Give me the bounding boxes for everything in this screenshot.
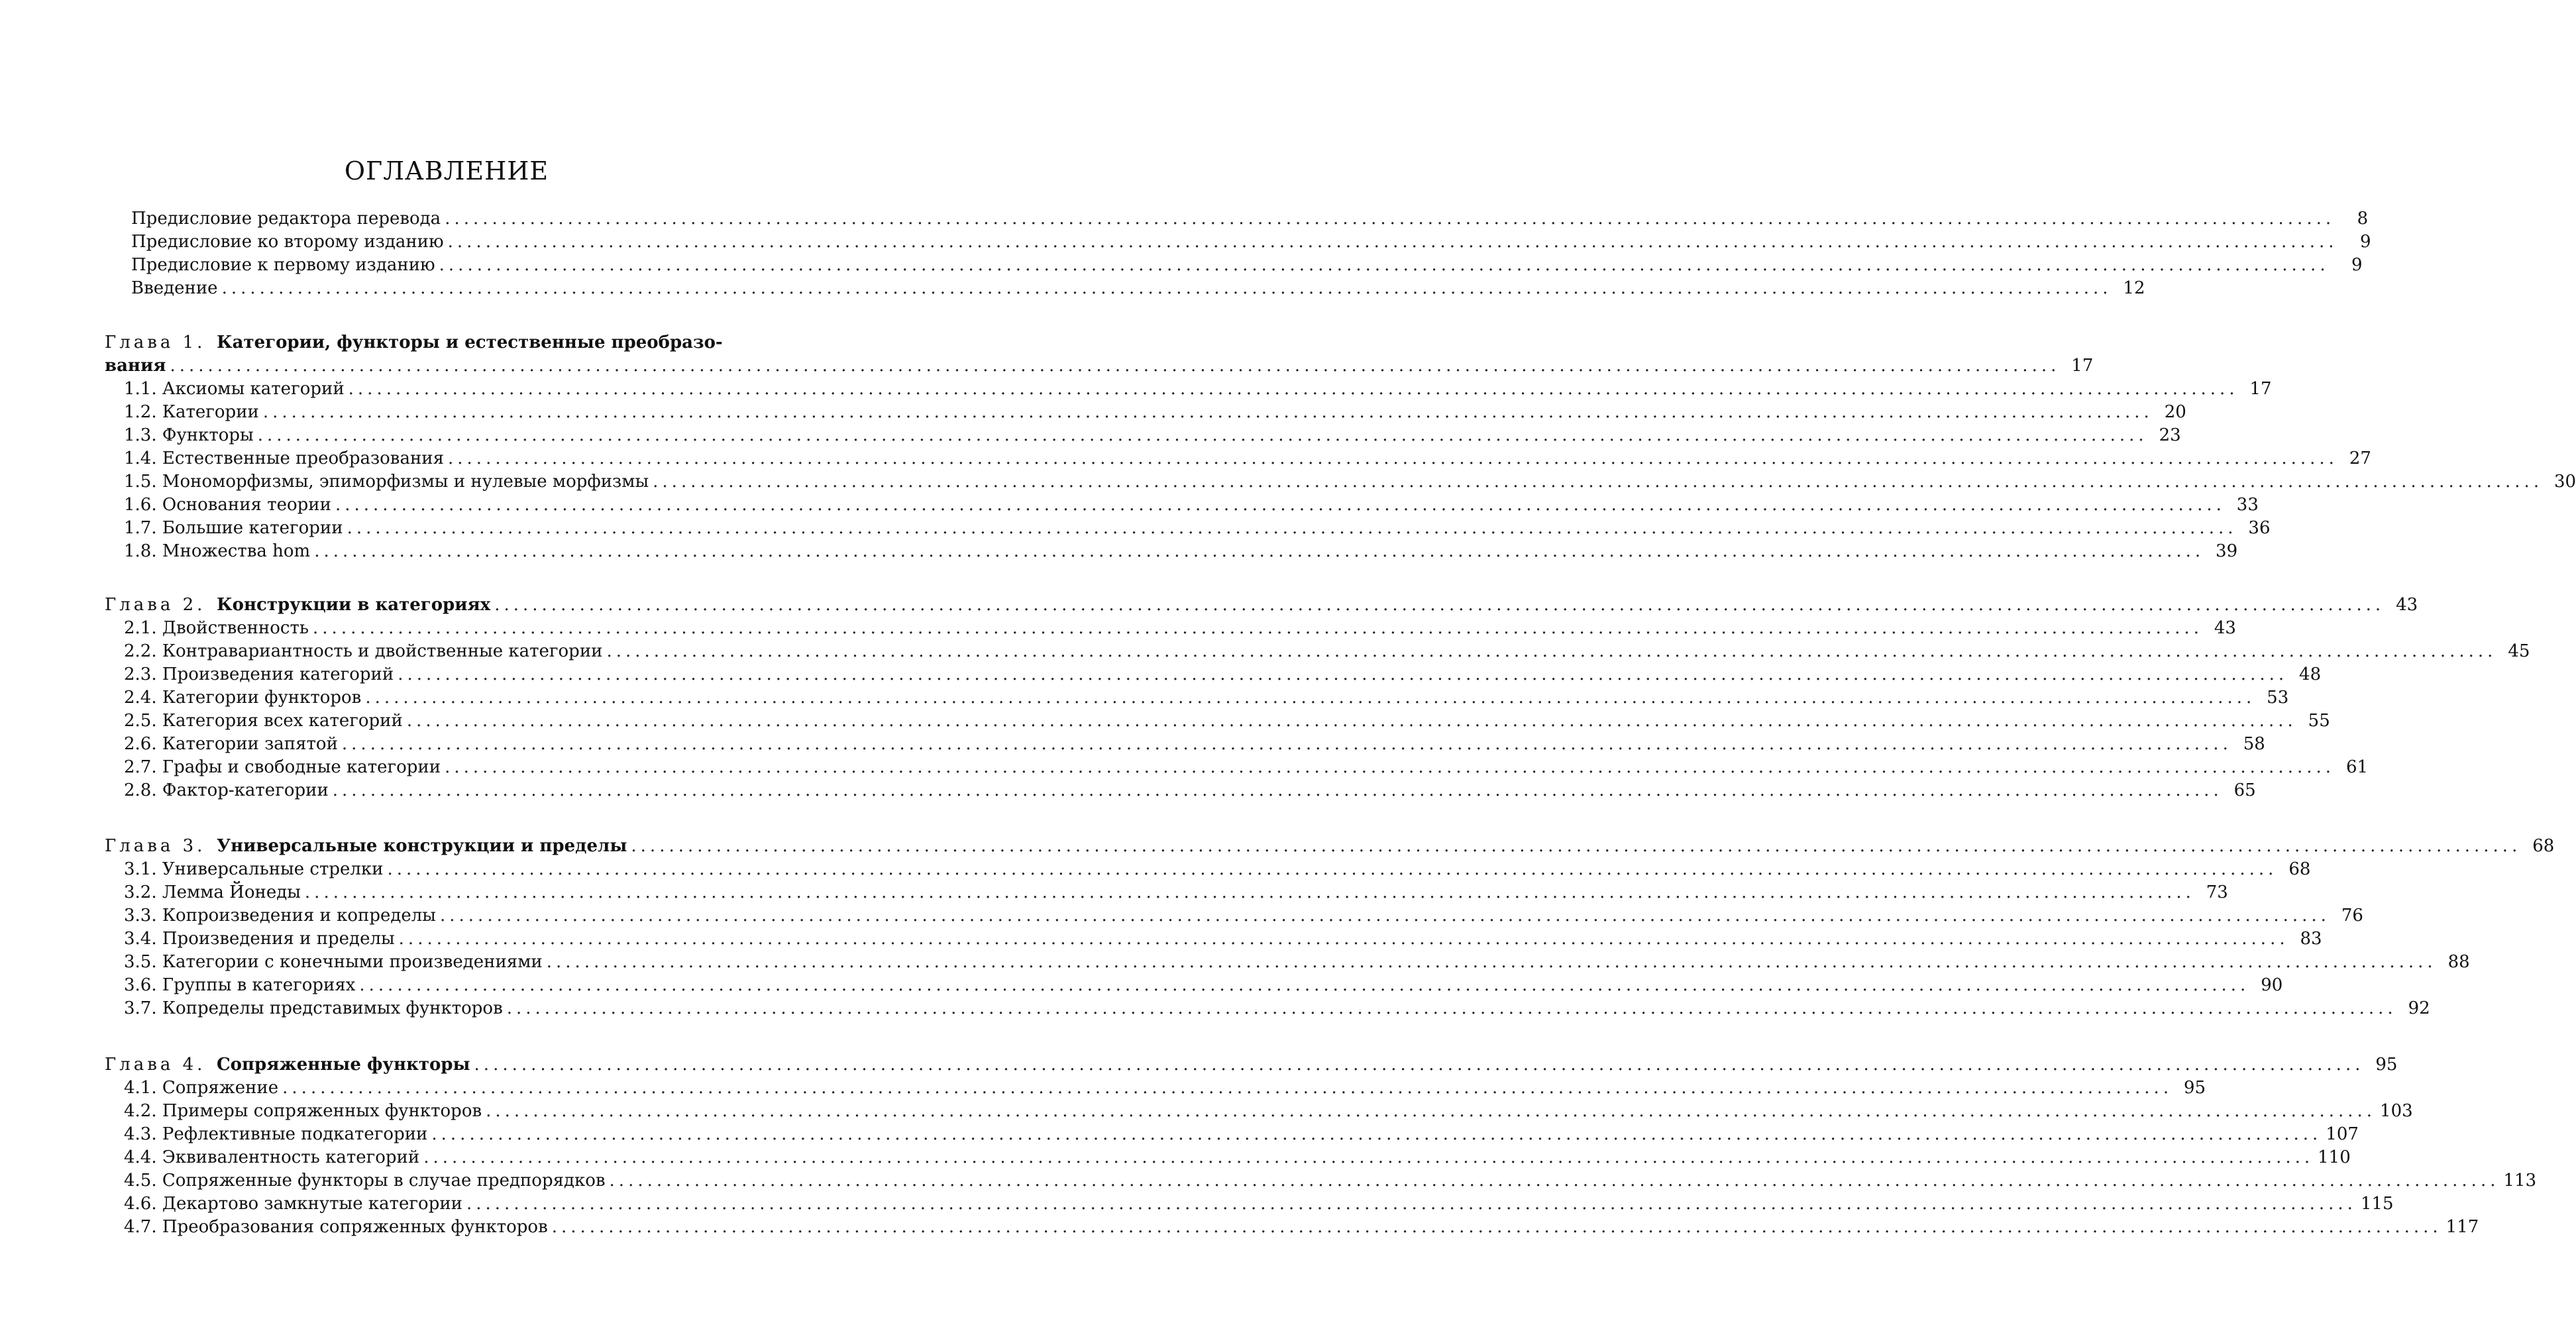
- section-title: 1.3. Функторы: [124, 425, 254, 445]
- page-number: 30: [2554, 472, 2576, 492]
- page-number: 17: [2249, 379, 2272, 399]
- chapter-heading[interactable]: [105, 331, 797, 354]
- page-number: 95: [2184, 1078, 2206, 1098]
- section-entry[interactable]: [124, 858, 2311, 880]
- leader-dots: ........................................................................................................................................................................................................: [445, 757, 2335, 777]
- page-number: 43: [2396, 595, 2418, 615]
- section-entry[interactable]: [124, 401, 2186, 423]
- section-title: 4.5. Сопряженные функторы в случае предпорядков: [124, 1171, 606, 1191]
- leader-dots: ........................................................................................................................................................................................................: [332, 780, 2223, 800]
- page-number: 68: [2532, 836, 2555, 856]
- section-title: 2.4. Категории функторов: [124, 688, 362, 708]
- section-title: 3.6. Группы в категориях: [124, 975, 356, 995]
- section-entry[interactable]: [124, 1123, 2359, 1145]
- section-entry[interactable]: [124, 424, 2181, 447]
- section-title: 3.7. Копределы представимых функторов: [124, 998, 503, 1018]
- page-number: 88: [2447, 952, 2470, 972]
- section-entry[interactable]: [124, 447, 2371, 470]
- chapter-heading[interactable]: [105, 835, 2555, 857]
- chapter-number: Глава 2.: [105, 595, 206, 615]
- section-entry[interactable]: [124, 663, 2322, 686]
- leader-dots: ........................................................................................................................................................................................................: [398, 664, 2288, 684]
- section-entry[interactable]: [124, 1100, 2413, 1122]
- section-title: 2.3. Произведения категорий: [124, 664, 394, 684]
- chapter-heading[interactable]: [105, 1053, 2398, 1076]
- section-entry[interactable]: [124, 1146, 2351, 1169]
- page-number: 103: [2380, 1101, 2413, 1121]
- page-number: 45: [2508, 641, 2530, 661]
- leader-dots: ........................................................................................................................................................................................................: [546, 952, 2437, 972]
- section-entry[interactable]: [124, 470, 2576, 493]
- section-entry[interactable]: [124, 997, 2430, 1020]
- leader-dots: ........................................................................................................................................................................................................: [506, 998, 2397, 1018]
- page-number: 90: [2261, 975, 2283, 995]
- page-number: 23: [2159, 425, 2181, 445]
- leader-dots: ........................................................................................................................................................................................................: [631, 836, 2522, 856]
- section-entry[interactable]: [124, 779, 2256, 802]
- section-title: 4.2. Примеры сопряженных функторов: [124, 1101, 482, 1121]
- section-title: 3.5. Категории с конечными произведениями: [124, 952, 543, 972]
- page-number: 95: [2375, 1055, 2398, 1075]
- toc-entry[interactable]: [131, 231, 2371, 253]
- leader-dots: ........................................................................................................................................................................................................: [551, 1217, 2442, 1237]
- leader-dots: ........................................................................................................................................................................................................: [257, 425, 2148, 445]
- page-number: 61: [2345, 757, 2369, 777]
- leader-dots: ........................................................................................................................................................................................................: [609, 1171, 2500, 1191]
- leader-dots: ........................................................................................................................................................................................................: [423, 1147, 2314, 1167]
- section-entry[interactable]: [124, 881, 2228, 904]
- entry-title: Предисловие редактора перевода: [131, 209, 441, 229]
- leader-dots: ........................................................................................................................................................................................................: [474, 1055, 2365, 1075]
- section-entry[interactable]: [124, 928, 2322, 950]
- section-title: 1.7. Большие категории: [124, 518, 343, 538]
- leader-dots: ........................................................................................................................................................................................................: [486, 1101, 2377, 1121]
- section-entry[interactable]: [124, 686, 2289, 709]
- section-title: 3.3. Копроизведения и копределы: [124, 906, 436, 926]
- chapter-number: Глава 1.: [105, 333, 206, 352]
- leader-dots: ........................................................................................................................................................................................................: [304, 882, 2195, 902]
- section-title: 4.7. Преобразования сопряженных функторов: [124, 1217, 548, 1237]
- leader-dots: ........................................................................................................................................................................................................: [359, 975, 2250, 995]
- leader-dots: ........................................................................................................................................................................................................: [439, 255, 2330, 275]
- section-entry[interactable]: [124, 1216, 2479, 1238]
- section-title: 2.7. Графы и свободные категории: [124, 757, 441, 777]
- section-title: 3.4. Произведения и пределы: [124, 929, 395, 949]
- leader-dots: ........................................................................................................................................................................................................: [448, 449, 2338, 468]
- section-title: 4.1. Сопряжение: [124, 1078, 279, 1098]
- leader-dots: ........................................................................................................................................................................................................: [348, 379, 2239, 399]
- page-number: 39: [2216, 541, 2238, 561]
- section-title: 3.1. Универсальные стрелки: [124, 859, 384, 879]
- leader-dots: ........................................................................................................................................................................................................: [341, 734, 2232, 754]
- section-title: 2.5. Категория всех категорий: [124, 711, 403, 731]
- section-entry[interactable]: [124, 617, 2236, 639]
- section-entry[interactable]: [124, 540, 2238, 562]
- leader-dots: ........................................................................................................................................................................................................: [466, 1194, 2357, 1214]
- page-number: 20: [2164, 402, 2186, 422]
- leader-dots: ........................................................................................................................................................................................................: [314, 541, 2205, 561]
- section-title: 3.2. Лемма Йонеды: [124, 882, 301, 902]
- page-number: 9: [2351, 255, 2363, 275]
- chapter-label: [105, 835, 627, 857]
- toc-entry[interactable]: [131, 277, 2145, 299]
- section-title: 1.6. Основания теории: [124, 495, 331, 515]
- chapter-title: Сопряженные функторы: [216, 1055, 470, 1075]
- leader-dots: ........................................................................................................................................................................................................: [262, 402, 2153, 422]
- chapter-heading[interactable]: [105, 594, 2418, 616]
- entry-title: Введение: [131, 278, 218, 298]
- section-title: 2.6. Категории запятой: [124, 734, 338, 754]
- chapter-title-continued: вания: [105, 356, 166, 376]
- chapter-label: [105, 331, 723, 354]
- section-title: 2.8. Фактор-категории: [124, 780, 329, 800]
- entry-title: Предисловие ко второму изданию: [131, 232, 444, 252]
- page-number: 9: [2360, 232, 2371, 252]
- section-title: 1.2. Категории: [124, 402, 259, 422]
- section-title: 4.4. Эквивалентность категорий: [124, 1147, 420, 1167]
- section-entry[interactable]: [124, 710, 2330, 732]
- toc-entry[interactable]: [131, 207, 2369, 230]
- leader-dots: ........................................................................................................................................................................................................: [170, 356, 2061, 376]
- page-number: 115: [2360, 1194, 2394, 1214]
- page-number: 83: [2300, 929, 2322, 949]
- page-number: 117: [2445, 1217, 2479, 1237]
- section-title: 4.6. Декартово замкнутые категории: [124, 1194, 462, 1214]
- page-number: 110: [2318, 1147, 2351, 1167]
- section-title: 2.2. Контравариантность и двойственные категории: [124, 641, 603, 661]
- section-entry[interactable]: [124, 951, 2470, 973]
- section-entry[interactable]: [124, 1077, 2206, 1099]
- chapter-title: Категории, функторы и естественные преобразо-: [216, 333, 723, 352]
- chapter-number: Глава 3.: [105, 836, 206, 856]
- leader-dots: ........................................................................................................................................................................................................: [406, 711, 2297, 731]
- page-number: 36: [2248, 518, 2271, 538]
- leader-dots: ........................................................................................................................................................................................................: [387, 859, 2278, 879]
- leader-dots: ........................................................................................................................................................................................................: [347, 518, 2237, 538]
- section-title: 1.8. Множества hom: [124, 541, 311, 561]
- page-number: 53: [2267, 688, 2289, 708]
- leader-dots: ........................................................................................................................................................................................................: [282, 1078, 2173, 1098]
- page-number: 65: [2233, 780, 2256, 800]
- chapter-label: [105, 594, 490, 616]
- leader-dots: ........................................................................................................................................................................................................: [431, 1124, 2322, 1144]
- leader-dots: ........................................................................................................................................................................................................: [440, 906, 2330, 926]
- section-title: 1.1. Аксиомы категорий: [124, 379, 345, 399]
- leader-dots: ........................................................................................................................................................................................................: [606, 641, 2497, 661]
- leader-dots: ........................................................................................................................................................................................................: [445, 209, 2335, 229]
- section-entry[interactable]: [124, 904, 2363, 927]
- leader-dots: ........................................................................................................................................................................................................: [313, 618, 2203, 638]
- leader-dots: ........................................................................................................................................................................................................: [494, 595, 2385, 615]
- page-number: 12: [2123, 278, 2145, 298]
- leader-dots: ........................................................................................................................................................................................................: [447, 232, 2338, 252]
- section-entry[interactable]: [124, 378, 2272, 400]
- section-title: 4.3. Рефлективные подкатегории: [124, 1124, 428, 1144]
- chapter-label: [105, 1053, 470, 1076]
- page-number: 43: [2214, 618, 2236, 638]
- leader-dots: ........................................................................................................................................................................................................: [653, 472, 2544, 492]
- section-entry[interactable]: [124, 494, 2259, 516]
- page-number: 8: [2357, 209, 2369, 229]
- page-number: 68: [2288, 859, 2311, 879]
- section-entry[interactable]: [124, 640, 2530, 662]
- page-number: 73: [2206, 882, 2228, 902]
- entry-title: Предисловие к первому изданию: [131, 255, 435, 275]
- page-number: 58: [2243, 734, 2265, 754]
- section-title: 1.4. Естественные преобразования: [124, 449, 445, 468]
- page-number: 33: [2236, 495, 2259, 515]
- page-number: 55: [2308, 711, 2330, 731]
- section-entry[interactable]: [124, 1192, 2394, 1215]
- chapter-heading-continued[interactable]: [105, 354, 2094, 377]
- page-number: 76: [2341, 906, 2363, 926]
- section-entry[interactable]: [124, 974, 2283, 996]
- page-number: 107: [2326, 1124, 2359, 1144]
- page-number: 17: [2071, 356, 2094, 376]
- section-entry[interactable]: [124, 517, 2271, 539]
- page-number: 113: [2503, 1171, 2537, 1191]
- toc-entry[interactable]: [131, 254, 2363, 276]
- chapter-title: Конструкции в категориях: [216, 595, 491, 615]
- section-entry[interactable]: [124, 1169, 2537, 1192]
- section-title: 1.5. Мономорфизмы, эпиморфизмы и нулевые морфизмы: [124, 472, 649, 492]
- section-title: 2.1. Двойственность: [124, 618, 309, 638]
- page-title: ОГЛАВЛЕНИЕ: [344, 156, 549, 186]
- leader-dots: ........................................................................................................................................................................................................: [221, 278, 2112, 298]
- section-entry[interactable]: [124, 756, 2369, 778]
- chapter-title: Универсальные конструкции и пределы: [216, 836, 627, 856]
- page-number: 27: [2349, 449, 2371, 468]
- section-entry[interactable]: [124, 733, 2265, 755]
- leader-dots: ........................................................................................................................................................................................................: [335, 495, 2226, 515]
- leader-dots: ........................................................................................................................................................................................................: [398, 929, 2289, 949]
- leader-dots: ........................................................................................................................................................................................................: [365, 688, 2256, 708]
- page-number: 48: [2299, 664, 2322, 684]
- page-number: 92: [2408, 998, 2430, 1018]
- chapter-number: Глава 4.: [105, 1055, 206, 1075]
